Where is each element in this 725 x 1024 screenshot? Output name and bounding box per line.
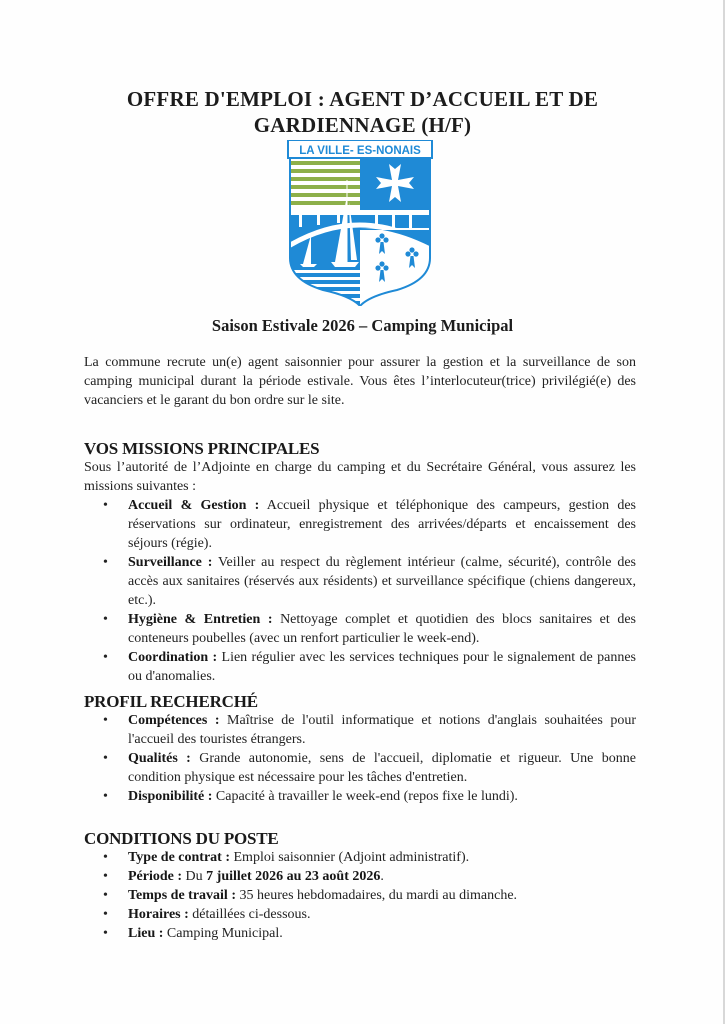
- bullet-icon: •: [103, 555, 108, 570]
- bullet-icon: •: [103, 888, 108, 903]
- profil-item-competences: [84, 711, 636, 749]
- mission-item-hygiene: [84, 610, 636, 648]
- profil-list: [84, 711, 636, 806]
- bullet-icon: •: [103, 612, 108, 627]
- condition-item-temps: [84, 886, 636, 905]
- condition-item-contrat: [84, 848, 636, 867]
- item-text: .: [380, 869, 384, 884]
- item-label: Disponibilité :: [128, 789, 213, 804]
- item-label: Temps de travail :: [128, 888, 236, 903]
- bullet-icon: •: [103, 926, 108, 941]
- condition-item-lieu: [84, 924, 636, 943]
- bullet-icon: •: [103, 751, 108, 766]
- intro-paragraph: La commune recrute un(e) agent saisonnier pour assurer la gestion et la surveillance de son camping municipal durant la période estivale. Vous êtes l’interlocuteur(trice) privilégié(e) des vacanciers et le garant du bon ordre sur le site.: [84, 355, 636, 408]
- mission-item-accueil: [84, 496, 636, 553]
- logo-banner-text: LA VILLE- ES-NONAIS: [299, 145, 421, 157]
- conditions-heading: CONDITIONS DU POSTE: [84, 829, 279, 848]
- item-text: Grande autonomie, sens de l'accueil, diplomatie et rigueur. Une bonne condition physique est nécessaire pour les tâches d'entretien.: [128, 751, 636, 785]
- item-text: Lien régulier avec les services techniques pour le signalement de pannes ou d'anomalies.: [128, 650, 636, 684]
- item-text: détaillées ci-dessous.: [188, 907, 311, 922]
- item-text: Emploi saisonnier (Adjoint administratif).: [230, 850, 470, 865]
- conditions-list: [84, 848, 636, 943]
- item-text: Accueil physique et téléphonique des campeurs, gestion des réservations sur ordinateur, enregistrement des arrivées/départs et encaissement des séjours (régie).: [128, 498, 637, 551]
- missions-lead: Sous l’autorité de l’Adjointe en charge du camping et du Secrétaire Général, vous assurez les missions suivantes :: [84, 460, 636, 494]
- period-dates: 7 juillet 2026 au 23 août 2026: [206, 869, 381, 884]
- item-text: Maîtrise de l'outil informatique et notions d'anglais souhaitées pour l'accueil des touristes étrangers.: [128, 713, 636, 747]
- item-text: Nettoyage complet et quotidien des blocs sanitaires et des conteneurs poubelles (avec un renfort particulier le week-end).: [128, 612, 636, 646]
- item-label: Coordination :: [128, 650, 218, 665]
- item-label: Surveillance :: [128, 555, 213, 570]
- bullet-icon: •: [103, 850, 108, 865]
- mission-item-surveillance: [84, 553, 636, 610]
- profil-item-disponibilite: [84, 787, 636, 806]
- item-text: Camping Municipal.: [163, 926, 283, 941]
- item-label: Qualités :: [128, 751, 191, 766]
- bullet-icon: •: [103, 650, 108, 665]
- item-label: Hygiène & Entretien :: [128, 612, 273, 627]
- season-subtitle: Saison Estivale 2026 – Camping Municipal: [211, 316, 514, 335]
- missions-heading: VOS MISSIONS PRINCIPALES: [84, 439, 320, 458]
- profil-item-qualites: [84, 749, 636, 787]
- item-text: Du: [182, 869, 207, 884]
- item-label: Lieu :: [128, 926, 164, 941]
- condition-item-horaires: [84, 905, 636, 924]
- item-label: Compétences :: [128, 713, 220, 728]
- page-title: OFFRE D'EMPLOI : AGENT D’ACCUEIL ET DE GARDIENNAGE (H/F): [126, 87, 599, 137]
- missions-list: [84, 496, 636, 686]
- coat-of-arms-logo: [287, 140, 433, 306]
- condition-item-periode: [84, 867, 636, 886]
- item-label: Type de contrat :: [128, 850, 230, 865]
- bullet-icon: •: [103, 713, 108, 728]
- bullet-icon: •: [103, 869, 108, 884]
- bullet-icon: •: [103, 907, 108, 922]
- item-label: Horaires :: [128, 907, 189, 922]
- bullet-icon: •: [103, 789, 108, 804]
- item-text: 35 heures hebdomadaires, du mardi au dimanche.: [235, 888, 518, 903]
- item-text: Capacité à travailler le week-end (repos fixe le lundi).: [212, 789, 518, 804]
- bullet-icon: •: [103, 498, 108, 513]
- mission-item-coordination: [84, 648, 636, 686]
- profil-heading: PROFIL RECHERCHÉ: [84, 692, 258, 711]
- item-text: Veiller au respect du règlement intérieur (calme, sécurité), contrôle des accès aux sanitaires (réservés aux résidents) et surveillance spécifique (chiens dangereux, etc.).: [128, 555, 637, 608]
- item-label: Période :: [128, 869, 183, 884]
- item-label: Accueil & Gestion :: [128, 498, 260, 513]
